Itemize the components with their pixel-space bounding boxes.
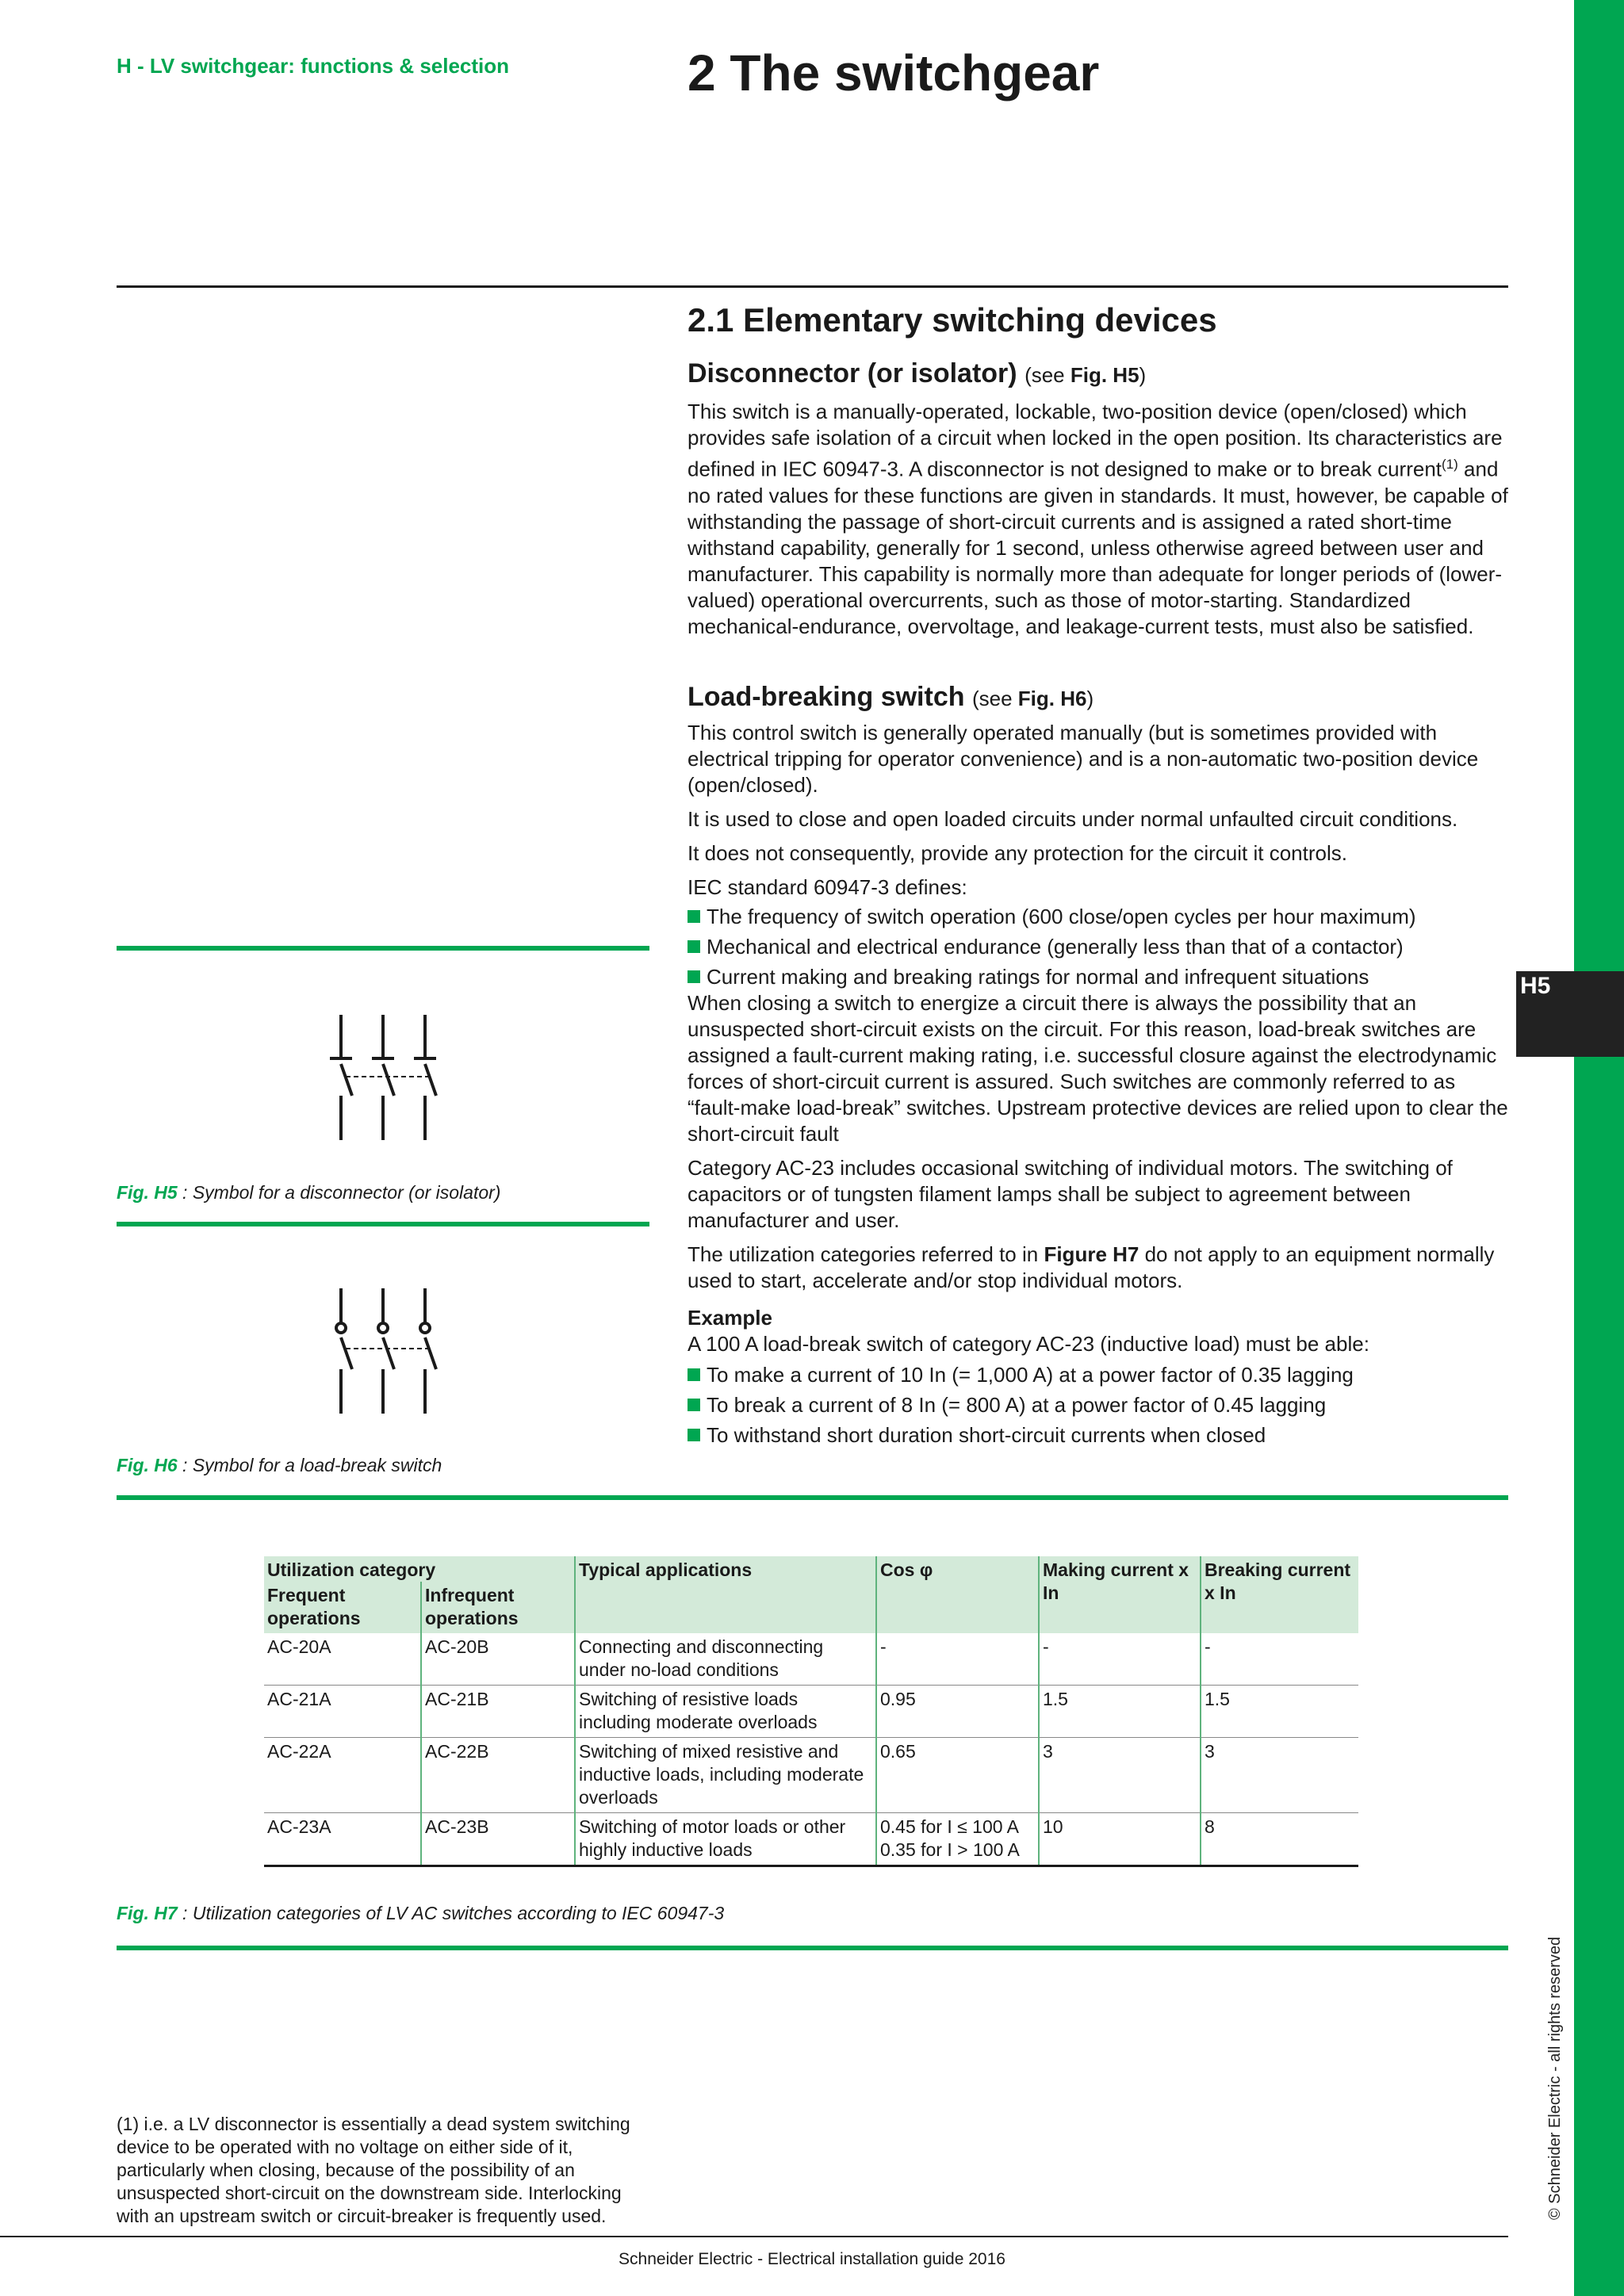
running-title: H - LV switchgear: functions & selection — [117, 54, 510, 78]
fig-h6-top-rule — [117, 1222, 649, 1226]
load-break-p4: IEC standard 60947-3 defines: — [688, 875, 967, 899]
cell-making: 1.5 — [1039, 1686, 1201, 1738]
load-break-p6: Category AC-23 includes occasional switching of individual motors. The switching of capacitors or of tungsten filament lamps shall be subject to agreement between manufacturer and user. — [688, 1156, 1453, 1232]
cell-cos: 0.45 for I ≤ 100 A 0.35 for I > 100 A — [876, 1813, 1039, 1866]
cell-making: - — [1039, 1633, 1201, 1686]
cell-application: Switching of motor loads or other highly inductive loads — [575, 1813, 876, 1866]
fig-h6-label: Fig. H6 — [117, 1455, 178, 1475]
cell-breaking: - — [1201, 1633, 1358, 1686]
disconnector-heading-text: Disconnector (or isolator) — [688, 358, 1017, 388]
utilization-table — [264, 1556, 1358, 1867]
example-bullet: To make a current of 10 In (= 1,000 A) at a power factor of 0.35 lagging — [688, 1362, 1512, 1388]
cell-breaking: 8 — [1201, 1813, 1358, 1866]
bullet-item: Mechanical and electrical endurance (generally less than that of a contactor) — [688, 934, 1512, 960]
cell-frequent: AC-22A — [264, 1738, 421, 1813]
bullet-item: Current making and breaking ratings for normal and infrequent situations — [688, 964, 1512, 990]
load-break-p2: It is used to close and open loaded circuits under normal unfaulted circuit conditions. — [688, 807, 1458, 831]
green-sidebar — [1574, 0, 1624, 2296]
fig-h7-text: : Utilization categories of LV AC switches according to IEC 60947-3 — [177, 1903, 725, 1923]
cell-infrequent: AC-21B — [421, 1686, 575, 1738]
cell-cos: - — [876, 1633, 1039, 1686]
disconnector-paragraph — [688, 399, 1512, 640]
cell-cos: 0.95 — [876, 1686, 1039, 1738]
cell-application: Switching of mixed resistive and inductive loads, including moderate overloads — [575, 1738, 876, 1813]
disconnector-heading — [688, 358, 1146, 389]
see-suffix: ) — [1139, 363, 1147, 387]
fig-h6-text: : Symbol for a load-break switch — [177, 1455, 442, 1475]
cell-infrequent: AC-20B — [421, 1633, 575, 1686]
cell-breaking: 3 — [1201, 1738, 1358, 1813]
header-infrequent: Infrequent operations — [421, 1582, 575, 1633]
table-row — [264, 1813, 1358, 1866]
cell-infrequent: AC-22B — [421, 1738, 575, 1813]
load-break-p5: When closing a switch to energize a circuit there is always the possibility that an unsuspected short-circuit exists on the circuit. For this reason, load-break switches are assigned a fault-current making rating, i.e. successful closure against the electrodynamic forces of short-circuit current is assured. Such switches are commonly referred to as “fault-make load-break” switches. Upstream protective devices are relied upon to clear the short-circuit fault — [688, 991, 1508, 1146]
p7-suffix: do not apply to an equipment normally used to start, accelerate and/or stop individual motors. — [688, 1242, 1495, 1292]
load-break-switch-symbol — [317, 1280, 452, 1423]
load-break-p3: It does not consequently, provide any protection for the circuit it controls. — [688, 841, 1347, 865]
cell-making: 10 — [1039, 1813, 1201, 1866]
footnote: (1) i.e. a LV disconnector is essentially a dead system switching device to be operated with no voltage on either side of it, particularly when closing, because of the possibility of an unsuspected short-circuit on the downstream side. Interlocking with an upstream switch or circuit-breaker is frequently used. — [117, 2114, 630, 2226]
disconnector-text-2: and no rated values for these functions are given in standards. It must, however, be capable of withstanding the passage of short-circuit currents and is assigned a rated short-time withstand capability, generally for 1 second, unless otherwise agreed between user and manufacturer. This capability is normally more than adequate for longer periods of (lower-valued) operational overcurrents, such as those of motor-starting. Standardized mechanical-endurance, overvoltage, and leakage-current tests, must also be satisfied. — [688, 457, 1508, 638]
cell-breaking: 1.5 — [1201, 1686, 1358, 1738]
cell-frequent: AC-23A — [264, 1813, 421, 1866]
cell-frequent: AC-20A — [267, 1636, 331, 1657]
see-suffix: ) — [1086, 687, 1094, 710]
see-prefix: (see — [971, 687, 1018, 710]
header-breaking: Breaking current x In — [1201, 1556, 1358, 1633]
fig-h5-label: Fig. H5 — [117, 1182, 178, 1203]
disconnector-body — [688, 399, 1512, 648]
header-util-category: Utilization category — [264, 1556, 575, 1582]
load-break-p1: This control switch is generally operated manually (but is sometimes provided with electrical tripping for operator convenience) and is a non-automatic two-position device (open/closed). — [688, 721, 1479, 797]
example-bullet: To break a current of 8 In (= 800 A) at a power factor of 0.45 lagging — [688, 1392, 1512, 1418]
p7-prefix: The utilization categories referred to in — [688, 1242, 1044, 1266]
load-break-p7 — [688, 1242, 1512, 1294]
header-making: Making current x In — [1039, 1556, 1201, 1633]
cell-frequent: AC-21A — [264, 1686, 421, 1738]
header-rule — [117, 285, 1508, 288]
see-prefix: (see — [1025, 363, 1071, 387]
table-header-row — [264, 1556, 1358, 1582]
table-row — [264, 1686, 1358, 1738]
cell-application: Connecting and disconnecting under no-load conditions — [575, 1633, 876, 1686]
disconnector-text-1: This switch is a manually-operated, lockable, two-position device (open/closed) which provides safe isolation of a circuit when locked in the open position. Its characteristics are defined in IEC 60947-3. A disconnector is not designed to make or to break current — [688, 400, 1503, 481]
cell-making: 3 — [1039, 1738, 1201, 1813]
table-row — [264, 1633, 1358, 1686]
disconnector-see — [1025, 363, 1146, 387]
copyright-note: © Schneider Electric - all rights reserved — [1546, 1936, 1564, 2220]
header-typical: Typical applications — [575, 1556, 876, 1633]
table-top-rule — [117, 1495, 1508, 1500]
section-title: 2.1 Elementary switching devices — [688, 301, 1217, 339]
see-fig-h6: Fig. H6 — [1017, 687, 1087, 710]
footnote-ref: (1) — [1442, 457, 1458, 472]
fig-h5-caption — [117, 1182, 500, 1203]
fig-h7-bottom-rule — [117, 1946, 1508, 1950]
example-heading: Example — [688, 1306, 772, 1330]
page-footer: Schneider Electric - Electrical installation guide 2016 — [619, 2250, 1005, 2268]
load-break-body — [688, 720, 1512, 1452]
load-break-see — [972, 687, 1094, 710]
load-break-heading-text: Load-breaking switch — [688, 682, 965, 712]
disconnector-symbol — [317, 1007, 452, 1150]
page-tab — [1516, 971, 1624, 1057]
fig-h6-caption — [117, 1455, 442, 1476]
example-intro: A 100 A load-break switch of category AC-23 (inductive load) must be able: — [688, 1332, 1369, 1356]
cell-application: Switching of resistive loads including moderate overloads — [575, 1686, 876, 1738]
fig-h5-top-rule — [117, 946, 649, 951]
see-fig-h5: Fig. H5 — [1070, 363, 1139, 387]
fig-h5-text: : Symbol for a disconnector (or isolator) — [177, 1182, 501, 1203]
p7-fig-ref: Figure H7 — [1044, 1242, 1139, 1266]
load-break-heading — [688, 682, 1094, 713]
footer-rule — [0, 2236, 1508, 2237]
bullet-item: The frequency of switch operation (600 close/open cycles per hour maximum) — [688, 904, 1512, 930]
fig-h7-caption — [117, 1903, 724, 1924]
example-bullet: To withstand short duration short-circuit currents when closed — [688, 1422, 1512, 1448]
chapter-title: 2 The switchgear — [688, 44, 1100, 101]
header-frequent: Frequent operations — [264, 1582, 421, 1633]
page-tab-label: H5 — [1520, 973, 1551, 999]
fig-h7-label: Fig. H7 — [117, 1903, 178, 1923]
header-cos: Cos φ — [876, 1556, 1039, 1633]
cell-cos: 0.65 — [876, 1738, 1039, 1813]
cell-infrequent: AC-23B — [421, 1813, 575, 1866]
table-row — [264, 1738, 1358, 1813]
